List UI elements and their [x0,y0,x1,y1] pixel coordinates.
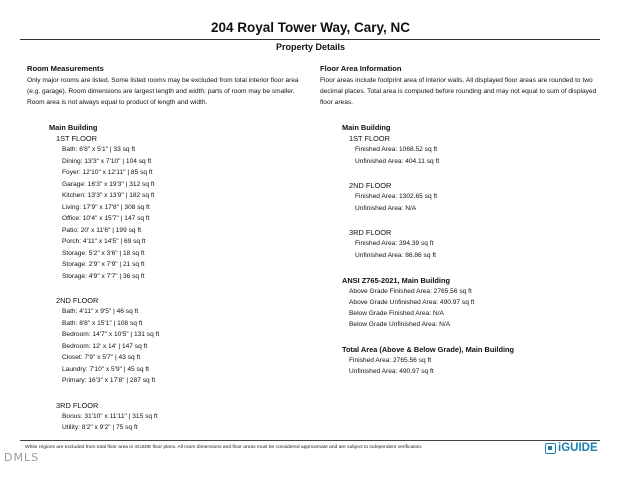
room-entry: Kitchen: 13'3" x 13'9" | 182 sq ft [62,192,155,199]
note-line: (e.g. garage). Room dimensions are largest length and width; parts of room may be smaller. [27,88,295,95]
building-label: Main Building [342,123,391,132]
floor-group [27,400,307,434]
room-measurements-heading: Room Measurements [27,64,104,73]
room-entry: Patio: 20' x 11'6" | 199 sq ft [62,226,142,234]
note-line: Only major rooms are listed. Some listed rooms may be excluded from total interior floor area [27,77,299,84]
floor-area-line: Finished Area: 1302.65 sq ft [355,193,438,200]
iguide-logo [545,442,598,454]
ansi-line: Below Grade Unfinished Area: N/A [349,321,451,328]
floor-group [27,295,307,387]
total-area-line: Finished Area: 2765.56 sq ft [349,357,432,364]
ansi-line: Above Grade Finished Area: 2765.56 sq ft [349,288,472,295]
room-entry: Bedroom: 12' x 14' | 147 sq ft [62,342,148,350]
total-area-heading: Total Area (Above & Below Grade), Main Building [342,345,515,354]
room-entry: Bedroom: 14'7" x 10'5" | 131 sq ft [62,331,160,338]
ansi-heading: ANSI Z765-2021, Main Building [342,276,451,285]
iguide-logo-icon [545,443,556,454]
room-entry: Living: 17'9" x 17'8" | 308 sq ft [62,203,150,211]
room-entry: Bonus: 31'10" x 11'11" | 315 sq ft [62,412,158,420]
room-measurements-note [27,75,307,108]
floor-label: 3RD FLOOR [349,228,392,237]
room-entry: Bath: 4'11" x 9'5" | 46 sq ft [62,308,139,315]
room-entry: Closet: 7'9" x 5'7" | 43 sq ft [62,354,141,361]
room-entry: Primary: 16'3" x 17'8" | 287 sq ft [62,377,156,384]
room-entry: Storage: 4'9" x 7'7" | 36 sq ft [62,272,145,280]
room-entry: Storage: 2'9" x 7'9" | 21 sq ft [62,261,145,268]
floor-area-group [320,180,605,214]
room-entry: Bath: 6'8" x 5'1" | 33 sq ft [62,146,136,153]
floor-label: 1ST FLOOR [349,134,390,143]
iguide-logo-text: iGUIDE [558,442,598,454]
floor-area-heading: Floor Area Information [320,64,402,73]
floor-room-list [27,133,307,434]
note-line: Floor areas include footprint area of interior walls. All displayed floor areas are rounded to two [320,77,593,84]
floor-label: 3RD FLOOR [56,400,99,410]
room-entry: Dining: 13'3" x 7'10" | 104 sq ft [62,157,152,165]
floor-group [27,133,307,282]
floor-label: 1ST FLOOR [56,134,97,143]
ansi-line: Above Grade Unfinished Area: 490.97 sq ft [349,299,475,306]
room-entry: Storage: 5'2" x 3'6" | 18 sq ft [62,249,145,257]
total-area-list [320,355,605,377]
floor-area-line: Finished Area: 394.39 sq ft [355,240,434,247]
page-title: 204 Royal Tower Way, Cary, NC [210,20,411,35]
ansi-list [320,286,605,330]
page-subtitle: Property Details [275,42,346,52]
floor-label: 2ND FLOOR [349,181,392,190]
floor-area-note [320,75,605,108]
floor-area-line: Finished Area: 1068.52 sq ft [355,146,438,153]
room-entry: Utility: 8'2" x 9'2" | 75 sq ft [62,424,138,431]
note-line: decimal places. Total area is computed before rounding and may not equal to sum of displayed [320,88,597,95]
floor-area-line: Unfinished Area: 404.11 sq ft [355,157,440,165]
room-measurements-column [27,64,307,434]
floor-area-line: Unfinished Area: N/A [355,204,417,212]
footer-divider [20,440,600,441]
room-entry: Garage: 16'3" x 19'3" | 312 sq ft [62,180,155,188]
watermark: DMLS [4,451,40,464]
floor-area-column [320,64,605,377]
room-entry: Foyer: 12'10" x 12'11" | 85 sq ft [62,169,153,176]
floor-area-group [320,133,605,167]
room-entry: Office: 10'4" x 15'7" | 147 sq ft [62,215,150,222]
room-entry: Porch: 4'11" x 14'5" | 69 sq ft [62,238,146,245]
ansi-line: Below Grade Finished Area: N/A [349,310,444,317]
floor-area-line: Unfinished Area: 86.86 sq ft [355,251,437,259]
note-line: Room area is not always equal to product of length and width. [27,99,208,106]
total-area-line: Unfinished Area: 490.97 sq ft [349,368,434,375]
room-entry: Bath: 8'8" x 15'1" | 108 sq ft [62,319,143,327]
building-label: Main Building [49,123,98,132]
room-entry: Laundry: 7'10" x 5'9" | 45 sq ft [62,365,149,373]
floor-area-list [320,133,605,261]
floor-area-group [320,227,605,261]
footer-disclaimer: White regions are excluded from total floor area in iGUIDE floor plans. All room dimensions and floor areas must be considered approximate and are subject to independent verification. [25,445,423,450]
note-line: floor areas. [320,99,353,106]
floor-label: 2ND FLOOR [56,296,99,305]
title-divider [20,39,600,40]
